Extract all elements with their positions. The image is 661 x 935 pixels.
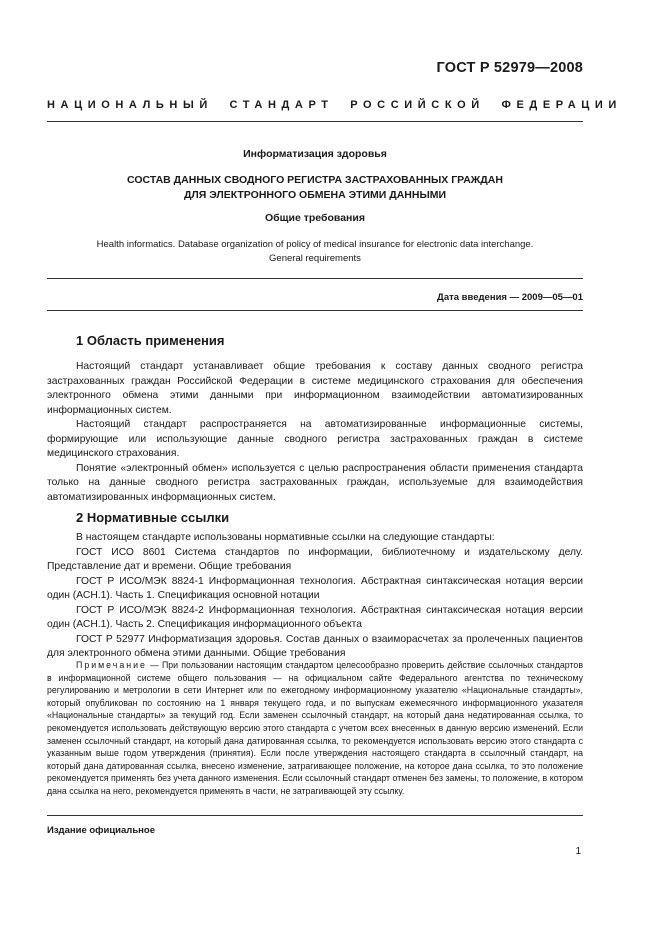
official-edition-label: Издание официальное [47, 825, 155, 836]
english-title-line-2: General requirements [269, 252, 361, 264]
title-divider [47, 278, 583, 279]
note-label: Примечание [76, 660, 147, 670]
note-block [47, 659, 583, 798]
title-line-2: ДЛЯ ЭЛЕКТРОННОГО ОБМЕНА ЭТИМИ ДАННЫМИ [183, 189, 447, 201]
reference-item: ГОСТ Р ИСО/МЭК 8824-1 Информационная технология. Абстрактная синтаксическая нотация версии один (АСН.1). Часть 1. Спецификация основной нотации [47, 575, 583, 601]
footer-divider [47, 815, 583, 816]
reference-item: ГОСТ Р ИСО/МЭК 8824-2 Информационная технология. Абстрактная синтаксическая нотация версии один (АСН.1). Часть 2. Спецификация информационного объекта [47, 604, 583, 630]
note-text: — При пользовании настоящим стандартом целесообразно проверить действие ссылочных стандартов в информационной системе общего пользования — на официальном сайте Федерального агентства по техническому регулированию и метрологии в сети Интернет или по ежегодному информационному указателю «Национальные стандарты», который опубликован по состоянию на 1 января текущего года, и по выпускам ежемесячного информационного указателя «Национальные стандарты» за текущий год. Если заменен ссылочный стандарт, на который дана недатированная ссылка, то рекомендуется использовать действующую версию этого стандарта с учетом всех внесенных в данную версию изменений. Если заменен ссылочный стандарт, на который дана датированная ссылка, то рекомендуется использовать версию этого стандарта с указанным выше годом утверждения (принятия). Если после утверждения настоящего стандарта в ссылочный стандарт, на который дана датированная ссылка, внесено изменение, затрагивающее положение, на которое дана ссылка, то это положение рекомендуется применять без учета данного изменения. Если ссылочный стандарт отменен без замены, то положение, в котором дана ссылка на него, рекомендуется применять в части, не затрагивающей эту ссылку. [47, 660, 583, 796]
national-standard-header: НАЦИОНАЛЬНЫЙ СТАНДАРТ РОССИЙСКОЙ ФЕДЕРАЦИИ [47, 99, 622, 111]
section-1-heading: 1 Область применения [76, 333, 225, 348]
header-divider [47, 121, 583, 122]
section-1-paragraph: Настоящий стандарт распространяется на автоматизированные информационные системы, формирующие или использующие данные сводного регистра застрахованных граждан в системе медицинского страхования. [47, 419, 583, 459]
reference-item: ГОСТ ИСО 8601 Система стандартов по информации, библиотечному и издательскому делу. Представление дат и времени. Общие требования [47, 546, 583, 572]
english-title [47, 238, 583, 265]
standard-subtitle: Общие требования [265, 212, 365, 224]
english-title-line-1: Health informatics. Database organization of policy of medical insurance for electronic data interchange. [96, 239, 534, 250]
standard-title [47, 173, 583, 203]
section-2-paragraph: В настоящем стандарте использованы нормативные ссылки на следующие стандарты: [76, 532, 495, 543]
date-divider [47, 310, 583, 311]
section-2-heading: 2 Нормативные ссылки [76, 510, 230, 525]
section-1-paragraph: Настоящий стандарт устанавливает общие требования к составу данных сводного регистра застрахованных граждан Российской Федерации в системе медицинского страхования для обеспечения электронного обмена этими данными при информационном взаимодействии автоматизированных информационных систем. [47, 361, 583, 416]
section-2-body [47, 531, 583, 662]
standard-topic: Информатизация здоровья [243, 148, 387, 160]
section-1-paragraph: Понятие «электронный обмен» используется с целью распространения области применения стандарта только на данные сводного регистра застрахованных граждан, используемые для взаимодействия автоматизированных информационных систем. [47, 462, 583, 503]
title-line-1: СОСТАВ ДАННЫХ СВОДНОГО РЕГИСТРА ЗАСТРАХОВАННЫХ ГРАЖДАН [127, 174, 503, 186]
document-number: ГОСТ Р 52979—2008 [436, 60, 583, 76]
page-number: 1 [575, 846, 581, 857]
section-1-body [47, 360, 583, 505]
reference-item: ГОСТ Р 52977 Информатизация здоровья. Состав данных о взаиморасчетах за пролеченных пациентов для электронного обмена этими данными. Общие требования [47, 633, 583, 659]
introduction-date: Дата введения — 2009—05—01 [437, 292, 583, 303]
